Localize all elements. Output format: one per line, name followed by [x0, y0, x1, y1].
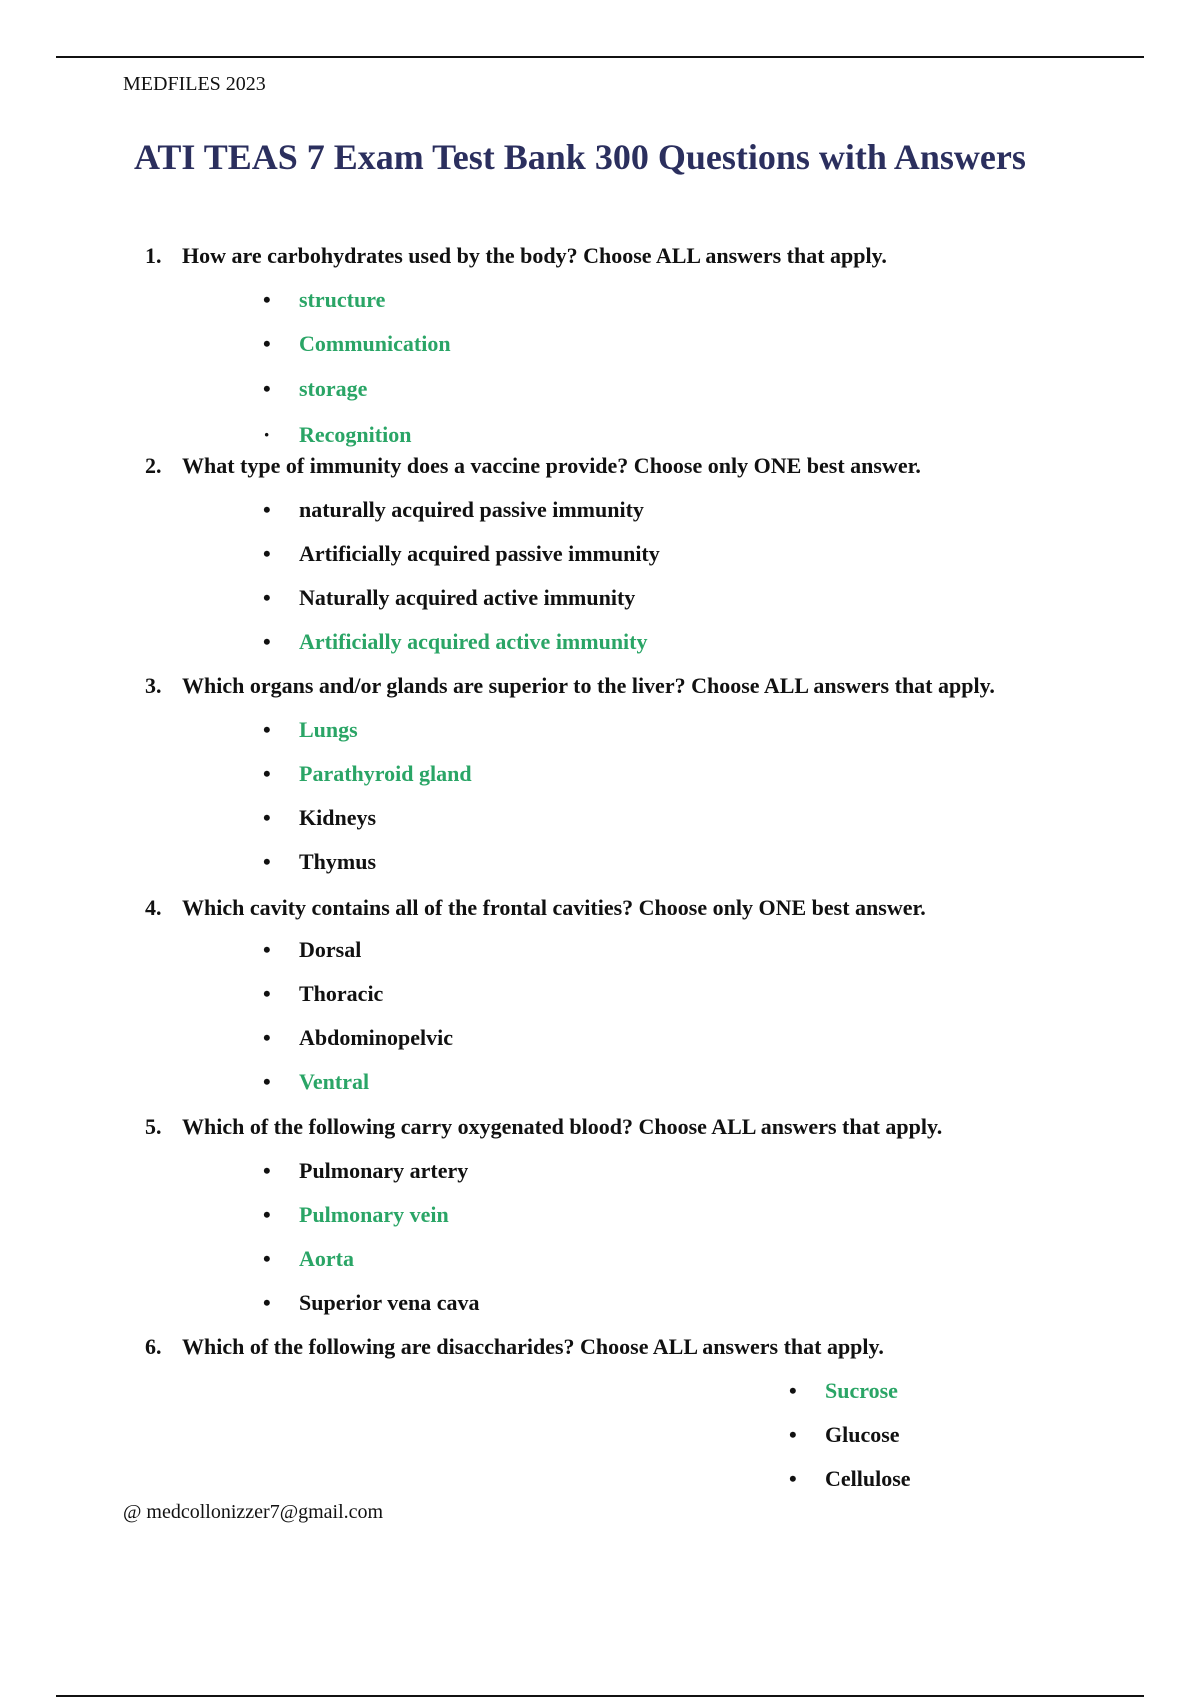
question-4	[145, 895, 926, 921]
question-number: 3.	[145, 673, 162, 698]
answer-option	[263, 805, 377, 831]
answer-option	[789, 1422, 900, 1448]
question-6	[145, 1334, 884, 1360]
bullet-icon: •	[263, 717, 271, 742]
option-text: structure	[299, 287, 386, 312]
bullet-icon: •	[263, 1158, 271, 1183]
bullet-icon: ·	[263, 422, 271, 447]
option-text: Pulmonary vein	[299, 1202, 449, 1227]
bullet-icon: •	[263, 376, 271, 401]
bullet-icon: •	[263, 331, 271, 356]
question-text: Which of the following carry oxygenated blood? Choose ALL answers that apply.	[182, 1114, 943, 1139]
option-text: Artificially acquired passive immunity	[299, 541, 660, 566]
question-number: 5.	[145, 1114, 162, 1139]
option-text: Naturally acquired active immunity	[299, 585, 636, 610]
answer-option	[263, 849, 377, 875]
option-text: Lungs	[299, 717, 358, 742]
bullet-icon: •	[263, 1246, 271, 1271]
bullet-icon: •	[263, 805, 271, 830]
answer-option	[263, 1290, 480, 1316]
question-number: 1.	[145, 243, 162, 268]
answer-option	[263, 541, 660, 567]
footer-email: @ medcollonizzer7@gmail.com	[123, 1501, 384, 1523]
answer-option	[263, 376, 368, 402]
option-text: Ventral	[299, 1069, 370, 1094]
question-text: Which organs and/or glands are superior to the liver? Choose ALL answers that apply.	[182, 673, 995, 698]
bullet-icon: •	[263, 541, 271, 566]
option-text: Abdominopelvic	[299, 1025, 454, 1050]
bullet-icon: •	[789, 1466, 797, 1491]
answer-option	[263, 1025, 454, 1051]
bullet-icon: •	[263, 629, 271, 654]
question-number: 4.	[145, 895, 162, 920]
header-label: MEDFILES 2023	[123, 73, 266, 95]
bullet-icon: •	[789, 1378, 797, 1403]
option-text: naturally acquired passive immunity	[299, 497, 644, 522]
page-title: ATI TEAS 7 Exam Test Bank 300 Questions with Answers	[134, 137, 1026, 177]
question-text: Which cavity contains all of the frontal cavities? Choose only ONE best answer.	[182, 895, 926, 920]
answer-option	[789, 1378, 898, 1404]
answer-option	[263, 717, 358, 743]
answer-option	[263, 629, 648, 655]
question-3	[145, 673, 995, 699]
answer-option	[263, 1069, 370, 1095]
bullet-icon: •	[263, 1069, 271, 1094]
answer-option	[263, 287, 386, 313]
bullet-icon: •	[789, 1422, 797, 1447]
bottom-rule	[56, 1695, 1144, 1697]
option-text: Communication	[299, 331, 451, 356]
bullet-icon: •	[263, 287, 271, 312]
answer-option	[263, 981, 384, 1007]
bullet-icon: •	[263, 981, 271, 1006]
option-text: Superior vena cava	[299, 1290, 480, 1315]
answer-option	[263, 585, 636, 611]
bullet-icon: •	[263, 1290, 271, 1315]
option-text: Artificially acquired active immunity	[299, 629, 648, 654]
option-text: Parathyroid gland	[299, 761, 472, 786]
answer-option	[263, 1158, 469, 1184]
answer-option	[263, 937, 362, 963]
question-5	[145, 1114, 942, 1140]
option-text: Aorta	[299, 1246, 354, 1271]
option-text: Recognition	[299, 422, 412, 447]
answer-option	[263, 1202, 449, 1228]
question-text: Which of the following are disaccharides? Choose ALL answers that apply.	[182, 1334, 884, 1359]
option-text: Thoracic	[299, 981, 384, 1006]
option-text: Dorsal	[299, 937, 362, 962]
option-text: Sucrose	[825, 1378, 898, 1403]
option-text: Thymus	[299, 849, 377, 874]
answer-option	[263, 422, 412, 448]
question-number: 2.	[145, 453, 162, 478]
option-text: Cellulose	[825, 1466, 911, 1491]
answer-option	[263, 331, 451, 357]
bullet-icon: •	[263, 1202, 271, 1227]
bullet-icon: •	[263, 937, 271, 962]
option-text: Glucose	[825, 1422, 900, 1447]
answer-option	[789, 1466, 911, 1492]
option-text: Pulmonary artery	[299, 1158, 469, 1183]
bullet-icon: •	[263, 761, 271, 786]
answer-option	[263, 1246, 354, 1272]
bullet-icon: •	[263, 497, 271, 522]
option-text: Kidneys	[299, 805, 377, 830]
question-text: What type of immunity does a vaccine provide? Choose only ONE best answer.	[182, 453, 921, 478]
answer-option	[263, 761, 472, 787]
bullet-icon: •	[263, 849, 271, 874]
option-text: storage	[299, 376, 368, 401]
question-2	[145, 453, 921, 479]
question-1	[145, 243, 887, 269]
answer-option	[263, 497, 644, 523]
top-rule	[56, 56, 1144, 58]
question-text: How are carbohydrates used by the body? Choose ALL answers that apply.	[182, 243, 887, 268]
question-number: 6.	[145, 1334, 162, 1359]
bullet-icon: •	[263, 1025, 271, 1050]
bullet-icon: •	[263, 585, 271, 610]
